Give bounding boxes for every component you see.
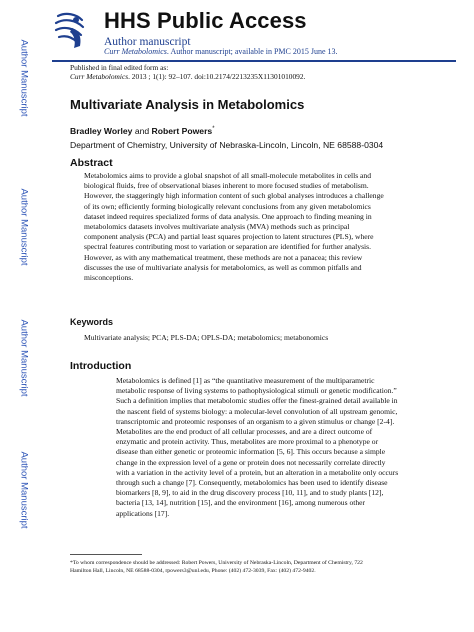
introduction-line: metabolic response of living systems to pathophysiological stimuli or genetic modification.” bbox=[116, 386, 397, 396]
author-name: Bradley Worley bbox=[70, 126, 133, 136]
introduction-line: Metabolites are the end product of all cellular processes, and are a direct outcome of bbox=[116, 427, 373, 437]
introduction-heading: Introduction bbox=[70, 360, 132, 372]
abstract-line: of its own; efficiently forming biologically relevant conclusions from any given metabolomics bbox=[84, 201, 371, 211]
introduction-line: bacteria [13, 14], nutrition [15], and the environment [16], among numerous other bbox=[116, 498, 366, 508]
abstract-line: However, the staggeringly high information content of such global analyses introduces a challenge bbox=[84, 191, 384, 201]
abstract-line: biological fluids, free of observational biases inherent to more focused studies of metabolism. bbox=[84, 181, 369, 191]
keywords-text: Multivariate analysis; PCA; PLS-DA; OPLS-DA; metabolomics; metabonomics bbox=[84, 333, 329, 342]
correspondence-footnote bbox=[70, 559, 455, 575]
introduction-line: the nascent field of systems biology: a molecular-level convolution of all upstream genomic, bbox=[116, 406, 398, 416]
author-list bbox=[70, 126, 215, 136]
introduction-line: Such a definition implies that metabolomic studies offer the finest-grained detail available in bbox=[116, 396, 398, 406]
introduction-line: enzymatic and protein activity. Thus, metabolites are more proximal to a phenotype or bbox=[116, 437, 379, 447]
abstract-line: dataset indeed requires specialized forms of data analysis. One approach to finding meaning in bbox=[84, 211, 372, 221]
author-manuscript-label: Author manuscript bbox=[104, 36, 191, 48]
abstract-line: spectral features contributing most to variation or separation are identified for further analysis. bbox=[84, 242, 371, 252]
citation-details: . 2013 ; 1(1): 92–107. doi:10.2174/2213235X11301010092. bbox=[128, 72, 306, 81]
header-rule bbox=[52, 60, 456, 62]
introduction-line: disease than either genetic or proteomic information [5, 6]. This occurs because a simple bbox=[116, 447, 386, 457]
availability-text: . Author manuscript; available in PMC 2015 June 13. bbox=[166, 47, 338, 56]
abstract-line: metabolomics datasets involves multivariate analysis (MVA) methods such as principal bbox=[84, 222, 350, 232]
pmc-availability bbox=[104, 47, 338, 56]
footnote-rule bbox=[70, 554, 142, 555]
abstract-line: component analysis (PCA) and partial least squares projection to latent structures (PLS), where bbox=[84, 232, 374, 242]
citation-journal: Curr Metabolomics bbox=[70, 72, 129, 81]
abstract-line: misconceptions. bbox=[84, 273, 134, 283]
article-title: Multivariate Analysis in Metabolomics bbox=[70, 97, 305, 112]
side-label-author-manuscript: Author Manuscript bbox=[18, 319, 30, 397]
journal-name: Curr Metabolomics bbox=[104, 47, 167, 56]
corresponding-mark: * bbox=[212, 126, 215, 133]
introduction-line: transcriptomic and proteomic responses of an organism to a given stimulus or change [2-4]. bbox=[116, 416, 395, 426]
abstract-line: However, as with any mathematical treatment, these methods are not a panacea; this review bbox=[84, 252, 363, 262]
author-name: Robert Powers bbox=[151, 126, 213, 136]
introduction-line: through such a change [7]. Consequently, metabolomics has been used to identify disease bbox=[116, 478, 388, 488]
abstract-body bbox=[84, 171, 384, 283]
introduction-line: with a variation in the activity level of a protein, but an alteration in a metabolite only occurs bbox=[116, 467, 399, 477]
introduction-line: Metabolomics is defined [1] as “the quantitative measurement of the multiparametric bbox=[116, 376, 375, 385]
introduction-line: biomarkers [8, 9], to aid in the drug discovery process [10, 11], and to study plants [12], bbox=[116, 488, 384, 498]
citation bbox=[70, 72, 305, 81]
introduction-line: applications [17]. bbox=[116, 508, 170, 518]
abstract-heading: Abstract bbox=[70, 157, 113, 169]
side-label-author-manuscript: Author Manuscript bbox=[18, 188, 30, 266]
published-in-label: Published in final edited form as: bbox=[70, 63, 169, 72]
footnote-line: *To whom correspondence should be addressed: Robert Powers, University of Nebraska-Lincoln, Department of Chemistry, 722 bbox=[70, 560, 363, 566]
keywords-heading: Keywords bbox=[70, 317, 114, 327]
introduction-line: change in the expression level of a gene or protein does not necessarily correlate directly bbox=[116, 457, 386, 467]
hhs-eagle-logo bbox=[52, 8, 90, 52]
author-conjunction: and bbox=[134, 126, 150, 136]
footnote-line: Hamilton Hall, Lincoln, NE 68588-0304, rpowers3@unl.edu, Phone: (402) 472-3039, Fax: (402) 472-9402. bbox=[70, 568, 316, 574]
abstract-line: discusses the use of multivariate analysis for metabolomics, as well as common pitfalls and bbox=[84, 262, 362, 272]
introduction-body bbox=[116, 376, 398, 519]
affiliation: Department of Chemistry, University of Nebraska-Lincoln, Lincoln, NE 68588-0304 bbox=[70, 140, 384, 150]
hhs-public-access-title: HHS Public Access bbox=[104, 8, 307, 33]
side-label-author-manuscript: Author Manuscript bbox=[18, 451, 30, 529]
side-label-author-manuscript: Author Manuscript bbox=[18, 39, 30, 117]
abstract-line: Metabolomics aims to provide a global snapshot of all small-molecule metabolites in cells and bbox=[84, 171, 372, 180]
